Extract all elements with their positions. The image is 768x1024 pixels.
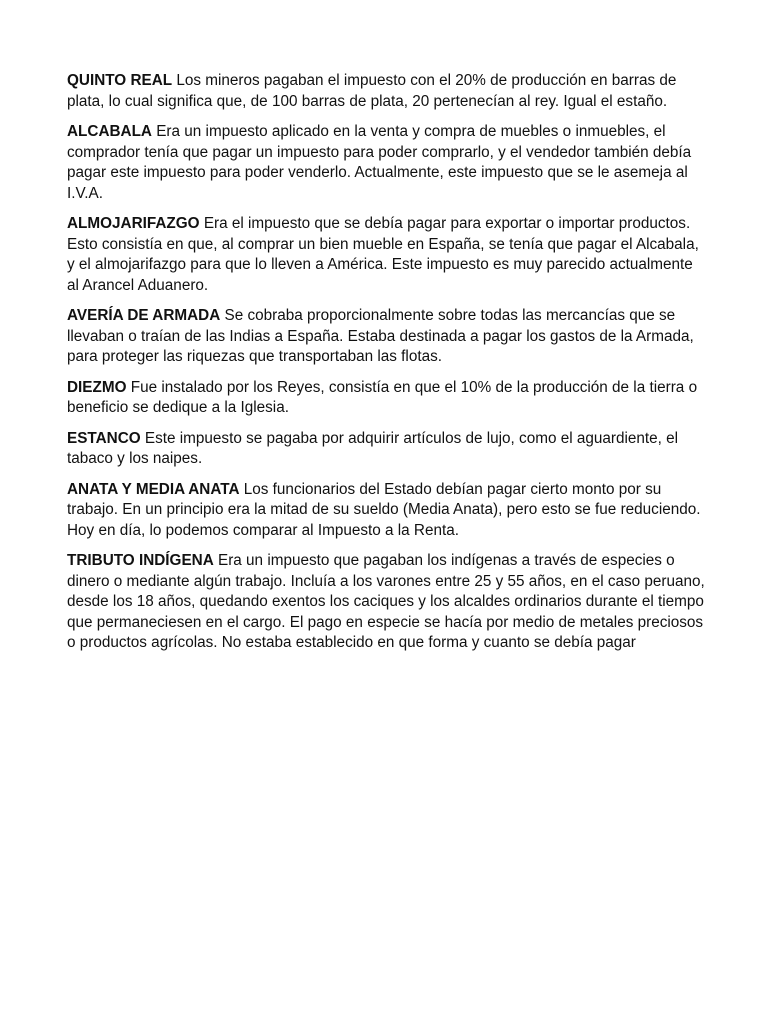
entry-term: QUINTO REAL xyxy=(67,72,173,89)
entry-tributo-indigena xyxy=(67,551,707,654)
entry-diezmo xyxy=(67,378,707,419)
entry-anata-y-media-anata xyxy=(67,480,707,542)
entry-definition: Era un impuesto que pagaban los indígenas a través de especies o dinero o mediante algún trabajo. Incluía a los varones entre 25 y 55 años, en el caso peruano, desde los 18 años, quedando exentos los caciques y los alcaldes ordinarios durante el tiempo que permaneciesen en el cargo. El pago en especie se hacía por medio de metales preciosos o productos agrícolas. No estaba establecido en que forma y cuanto se debía pagar xyxy=(67,552,705,651)
entry-estanco xyxy=(67,429,707,470)
entry-almojarifazgo xyxy=(67,214,707,296)
entry-term: AVERÍA DE ARMADA xyxy=(67,307,221,324)
document-body xyxy=(67,71,707,664)
entry-averia-de-armada xyxy=(67,306,707,368)
entry-alcabala xyxy=(67,122,707,204)
entry-definition: Era el impuesto que se debía pagar para exportar o importar productos. Esto consistía en que, al comprar un bien mueble en España, se tenía que pagar el Alcabala, y el almojarifazgo para que lo lleven a América. Este impuesto es muy parecido actualmente al Arancel Aduanero. xyxy=(67,215,699,294)
entry-definition: Los mineros pagaban el impuesto con el 20% de producción en barras de plata, lo cual significa que, de 100 barras de plata, 20 pertenecían al rey. Igual el estaño. xyxy=(67,72,677,110)
entry-term: ANATA Y MEDIA ANATA xyxy=(67,480,240,498)
entry-term: ALCABALA xyxy=(67,123,152,140)
entry-term: DIEZMO xyxy=(67,378,127,396)
entry-definition: Se cobraba proporcionalmente sobre todas las mercancías que se llevaban o traían de las Indias a España. Estaba destinada a pagar los gastos de la Armada, para proteger las riquezas que transportaban las flotas. xyxy=(67,307,694,365)
entry-term: ALMOJARIFAZGO xyxy=(67,215,200,232)
entry-definition: Fue instalado por los Reyes, consistía en que el 10% de la producción de la tierra o beneficio se dedique a la Iglesia. xyxy=(67,378,698,416)
entry-quinto-real xyxy=(67,71,707,112)
entry-definition: Era un impuesto aplicado en la venta y compra de muebles o inmuebles, el comprador tenía que pagar un impuesto para poder comprarlo, y el vendedor también debía pagar este impuesto para poder venderlo. Actualmente, este impuesto que se le asemeja al I.V.A. xyxy=(67,123,692,202)
entry-definition: Los funcionarios del Estado debían pagar cierto monto por su trabajo. En un principio era la mitad de su sueldo (Media Anata), pero esto se fue reduciendo. Hoy en día, lo podemos comparar al Impuesto a la Renta. xyxy=(67,480,701,539)
entry-definition: Este impuesto se pagaba por adquirir artículos de lujo, como el aguardiente, el tabaco y los naipes. xyxy=(67,429,679,467)
entry-term: ESTANCO xyxy=(67,429,141,447)
entry-term: TRIBUTO INDÍGENA xyxy=(67,552,214,569)
